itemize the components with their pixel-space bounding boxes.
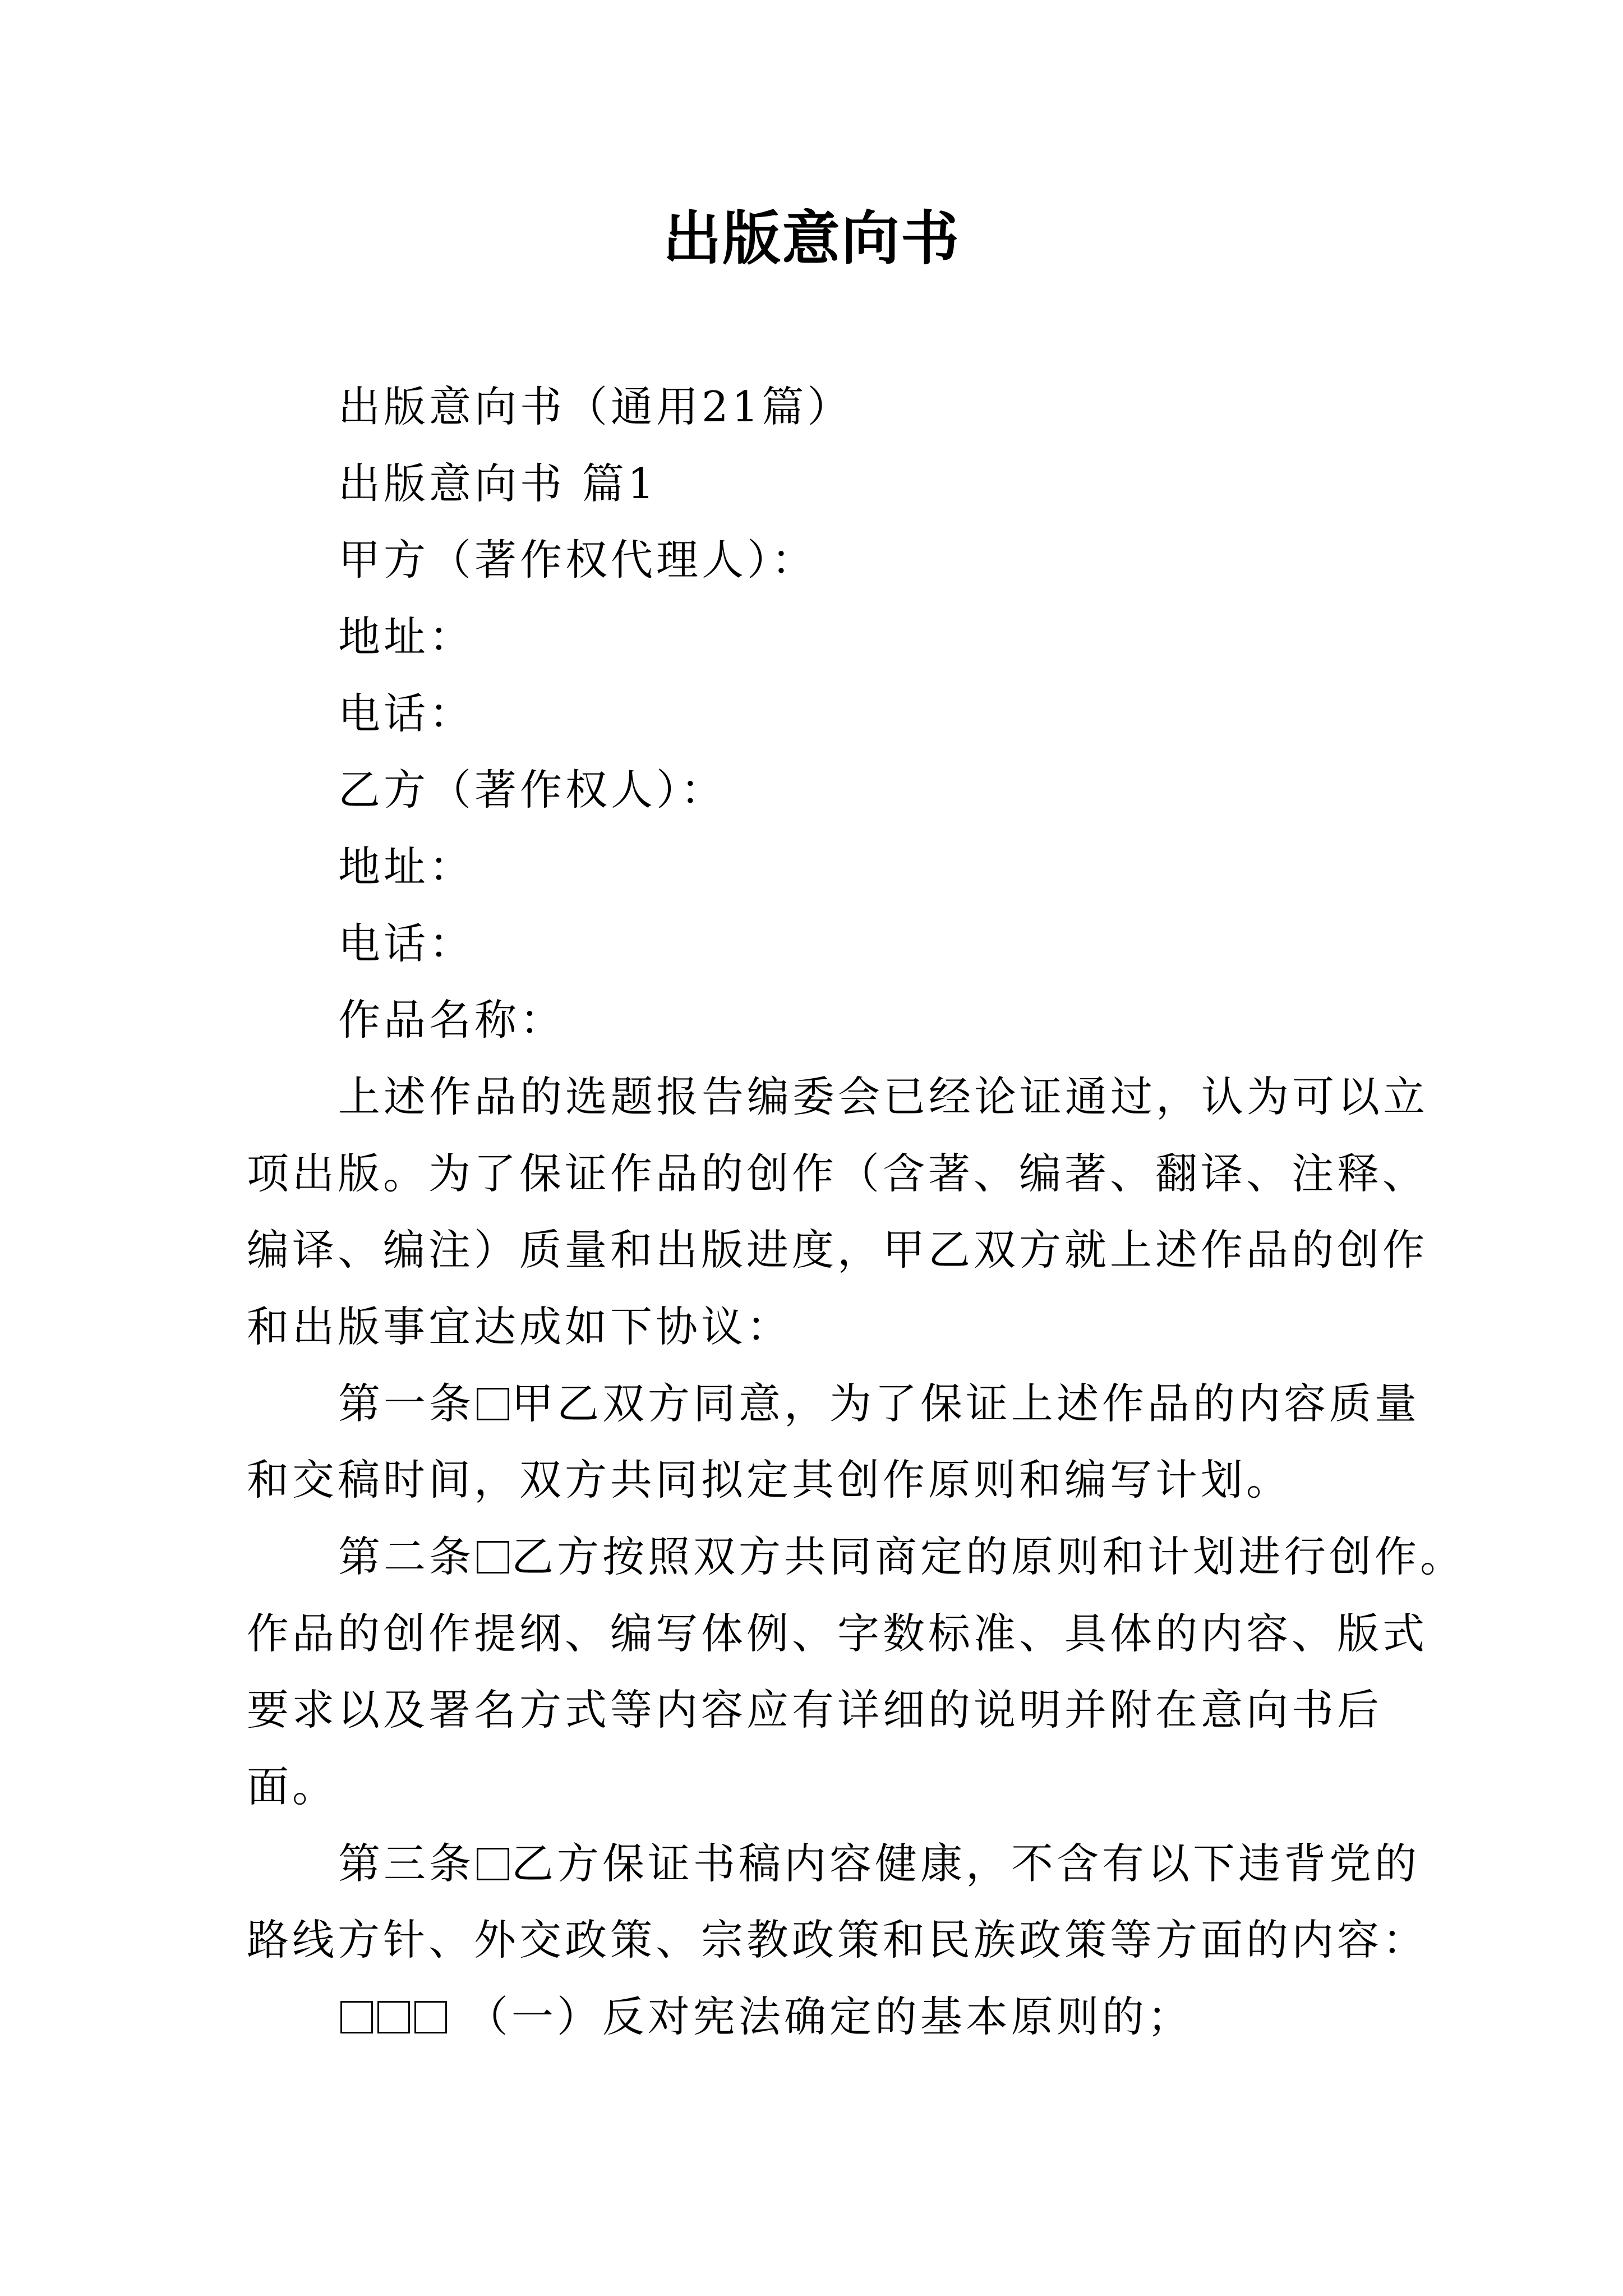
checkbox-icon (477, 1848, 509, 1880)
paragraph-line: 和出版事宜达成如下协议： (247, 1302, 792, 1351)
article-1-line (338, 1375, 1420, 1432)
article-3-line (338, 1835, 1420, 1892)
party-b-phone: 电话： (338, 919, 475, 968)
clause-line (338, 1989, 1193, 2045)
article-2-text: 乙方按照双方共同商定的原则和计划进行创作。 (511, 1532, 1466, 1581)
article-1-number: 第一条 (338, 1379, 475, 1428)
checkbox-icon (377, 2001, 410, 2033)
party-a-phone: 电话： (338, 689, 475, 738)
document-title: 出版意向书 (662, 204, 960, 273)
paragraph-line: 面。 (247, 1762, 338, 1811)
paragraph-line: 和交稿时间，双方共同拟定其创作原则和编写计划。 (247, 1455, 1292, 1504)
paragraph-line: 路线方针、外交政策、宗教政策和民族政策等方面的内容： (247, 1915, 1428, 1964)
work-name-label: 作品名称： (338, 995, 566, 1045)
paragraph-line: 项出版。为了保证作品的创作（含著、编著、翻译、注释、 (247, 1149, 1428, 1198)
checkbox-icon (340, 2001, 373, 2033)
party-b-address: 地址： (338, 842, 475, 891)
subtitle-line: 出版意向书（通用21篇） (338, 382, 853, 431)
article-1-text: 甲乙双方同意，为了保证上述作品的内容质量 (511, 1379, 1421, 1428)
party-a-address: 地址： (338, 612, 475, 661)
clause-1-text: （一）反对宪法确定的基本原则的； (465, 1992, 1193, 2041)
paragraph-line: 编译、编注）质量和出版进度，甲乙双方就上述作品的创作 (247, 1225, 1428, 1274)
checkbox-icon (477, 1388, 509, 1420)
paragraph-line: 作品的创作提纲、编写体例、字数标准、具体的内容、版式 (247, 1609, 1428, 1658)
article-3-text: 乙方保证书稿内容健康，不含有以下违背党的 (511, 1839, 1421, 1888)
article-2-number: 第二条 (338, 1532, 475, 1581)
article-2-line (338, 1529, 1465, 1585)
paragraph-line: 上述作品的选题报告编委会已经论证通过，认为可以立 (338, 1072, 1429, 1121)
party-a-label: 甲方（著作权代理人）： (338, 535, 817, 585)
checkbox-icon (477, 1541, 509, 1573)
party-b-label: 乙方（著作权人）： (338, 765, 726, 815)
section-heading: 出版意向书 篇1 (338, 459, 658, 508)
paragraph-line: 要求以及署名方式等内容应有详细的说明并附在意向书后 (247, 1685, 1383, 1734)
checkbox-icon (414, 2001, 447, 2033)
article-3-number: 第三条 (338, 1839, 475, 1888)
